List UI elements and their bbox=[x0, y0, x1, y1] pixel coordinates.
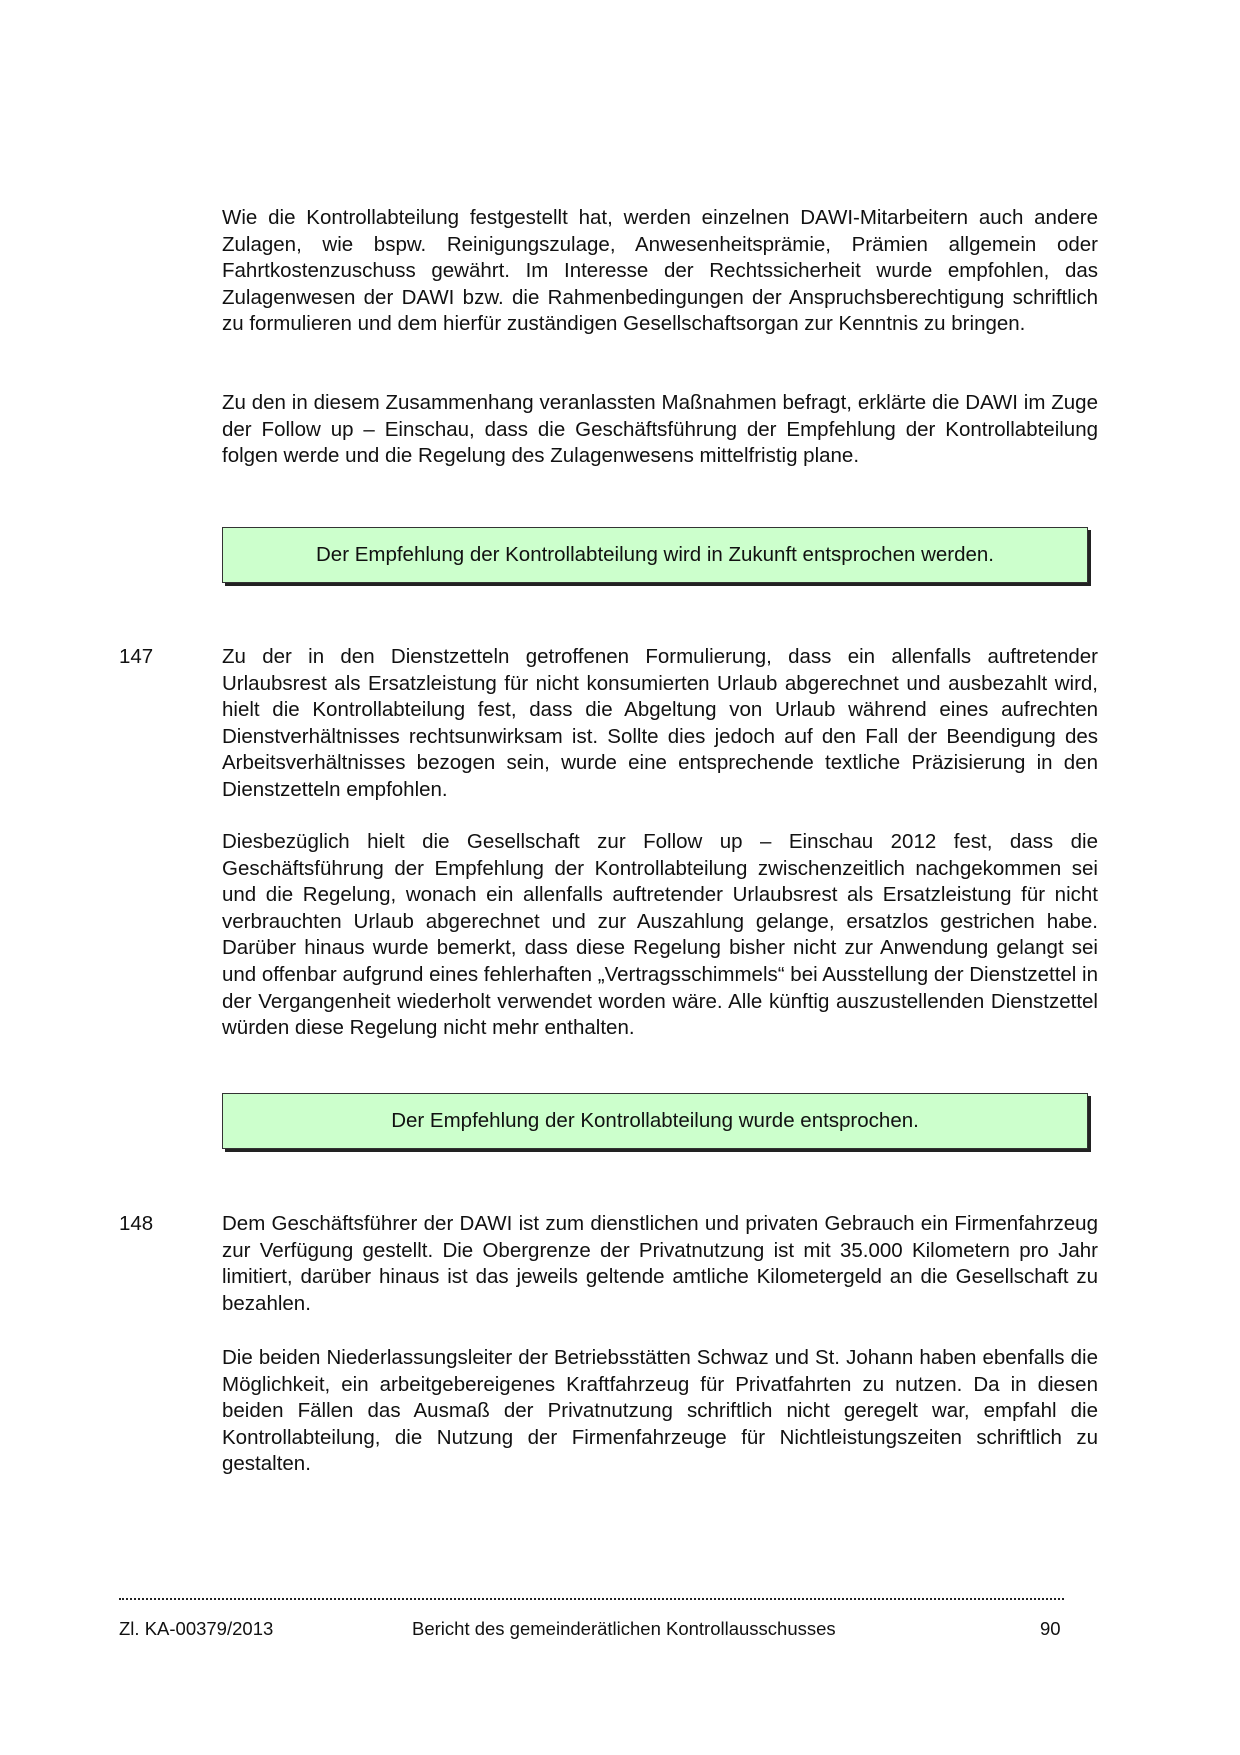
finding-text: Der Empfehlung der Kontrollabteilung wurde entsprochen. bbox=[391, 1109, 919, 1132]
footer-reference: Zl. KA-00379/2013 bbox=[119, 1618, 274, 1639]
finding-box-entsprochen bbox=[222, 1093, 1088, 1149]
paragraph-urlaubsrest: Zu der in den Dienstzetteln getroffenen Formulierung, dass ein allenfalls auftretender Urlaubsrest als Ersatzleistung für nicht konsumierten Urlaub abgerechnet und ausbezahlt wird, hielt die Kontrollabteilung fest, dass die Abgeltung von Urlaub während eines aufrechten Dienstverhältnisses rechtsunwirksam ist. Sollte dies jedoch auf den Fall der Beendigung des Arbeitsverhältnisses bezogen sein, wurde eine entsprechende textliche Präzisierung in den Dienstzetteln empfohlen. bbox=[222, 645, 1098, 801]
paragraph-number-148: 148 bbox=[119, 1212, 154, 1235]
footer-page-number: 90 bbox=[1040, 1618, 1061, 1639]
paragraph-number-147: 147 bbox=[119, 645, 154, 668]
footer-title: Bericht des gemeinderätlichen Kontrollausschusses bbox=[412, 1618, 836, 1639]
paragraph-firmenfahrzeug: Dem Geschäftsführer der DAWI ist zum dienstlichen und privaten Gebrauch ein Firmenfahrzeug zur Verfügung gestellt. Die Obergrenze der Privatnutzung ist mit 35.000 Kilometern pro Jahr limitiert, darüber hinaus ist das jeweils geltende amtliche Kilometergeld an die Gesellschaft zu bezahlen. bbox=[222, 1212, 1098, 1315]
finding-text: Der Empfehlung der Kontrollabteilung wird in Zukunft entsprochen werden. bbox=[315, 543, 995, 566]
paragraph-niederlassungsleiter: Die beiden Niederlassungsleiter der Betriebsstätten Schwaz und St. Johann haben ebenfalls die Möglichkeit, ein arbeitgebereigenes Kraftfahrzeug für Privatfahrten zu nutzen. Da in diesen beiden Fällen das Ausmaß der Privatnutzung schriftlich nicht geregelt war, empfahl die Kontrollabteilung, die Nutzung der Firmenfahrzeuge für Nichtleistungszeiten schriftlich zu gestalten. bbox=[222, 1346, 1098, 1476]
paragraph-massnahmen: Zu den in diesem Zusammenhang veranlassten Maßnahmen befragt, erklärte die DAWI im Zuge der Follow up – Einschau, dass die Geschäftsführung der Empfehlung der Kontrollabteilung folgen werde und die Regelung des Zulagenwesens mittelfristig plane. bbox=[222, 391, 1098, 468]
paragraph-zulagen: Wie die Kontrollabteilung festgestellt hat, werden einzelnen DAWI-Mitarbeitern auch andere Zulagen, wie bspw. Reinigungszulage, Anwesenheitsprämie, Prämien allgemein oder Fahrtkostenzuschuss gewährt. Im Interesse der Rechtssicherheit wurde empfohlen, das Zulagenwesen der DAWI bzw. die Rahmenbedingungen der Anspruchsberechtigung schriftlich zu formulieren und dem hierfür zuständigen Gesellschaftsorgan zur Kenntnis zu bringen. bbox=[222, 206, 1098, 336]
paragraph-follow-up: Diesbezüglich hielt die Gesellschaft zur Follow up – Einschau 2012 fest, dass die Geschäftsführung der Empfehlung der Kontrollabteilung zwischenzeitlich nachgekommen sei und die Regelung, wonach ein allenfalls auftretender Urlaubsrest als Ersatzleistung für nicht verbrauchten Urlaub abgerechnet und zur Auszahlung gelange, ersatzlos gestrichen habe. Darüber hinaus wurde bemerkt, dass diese Regelung bisher nicht zur Anwendung gelangt sei und offenbar aufgrund eines fehlerhaften „Vertragsschimmels“ bei Ausstellung der Dienstzettel in der Vergangenheit wiederholt verwendet worden wäre. Alle künftig auszustellenden Dienstzettel würden diese Regelung nicht mehr enthalten. bbox=[222, 830, 1098, 1040]
finding-box-zukunft bbox=[222, 527, 1088, 583]
footer-divider bbox=[119, 1598, 1064, 1600]
